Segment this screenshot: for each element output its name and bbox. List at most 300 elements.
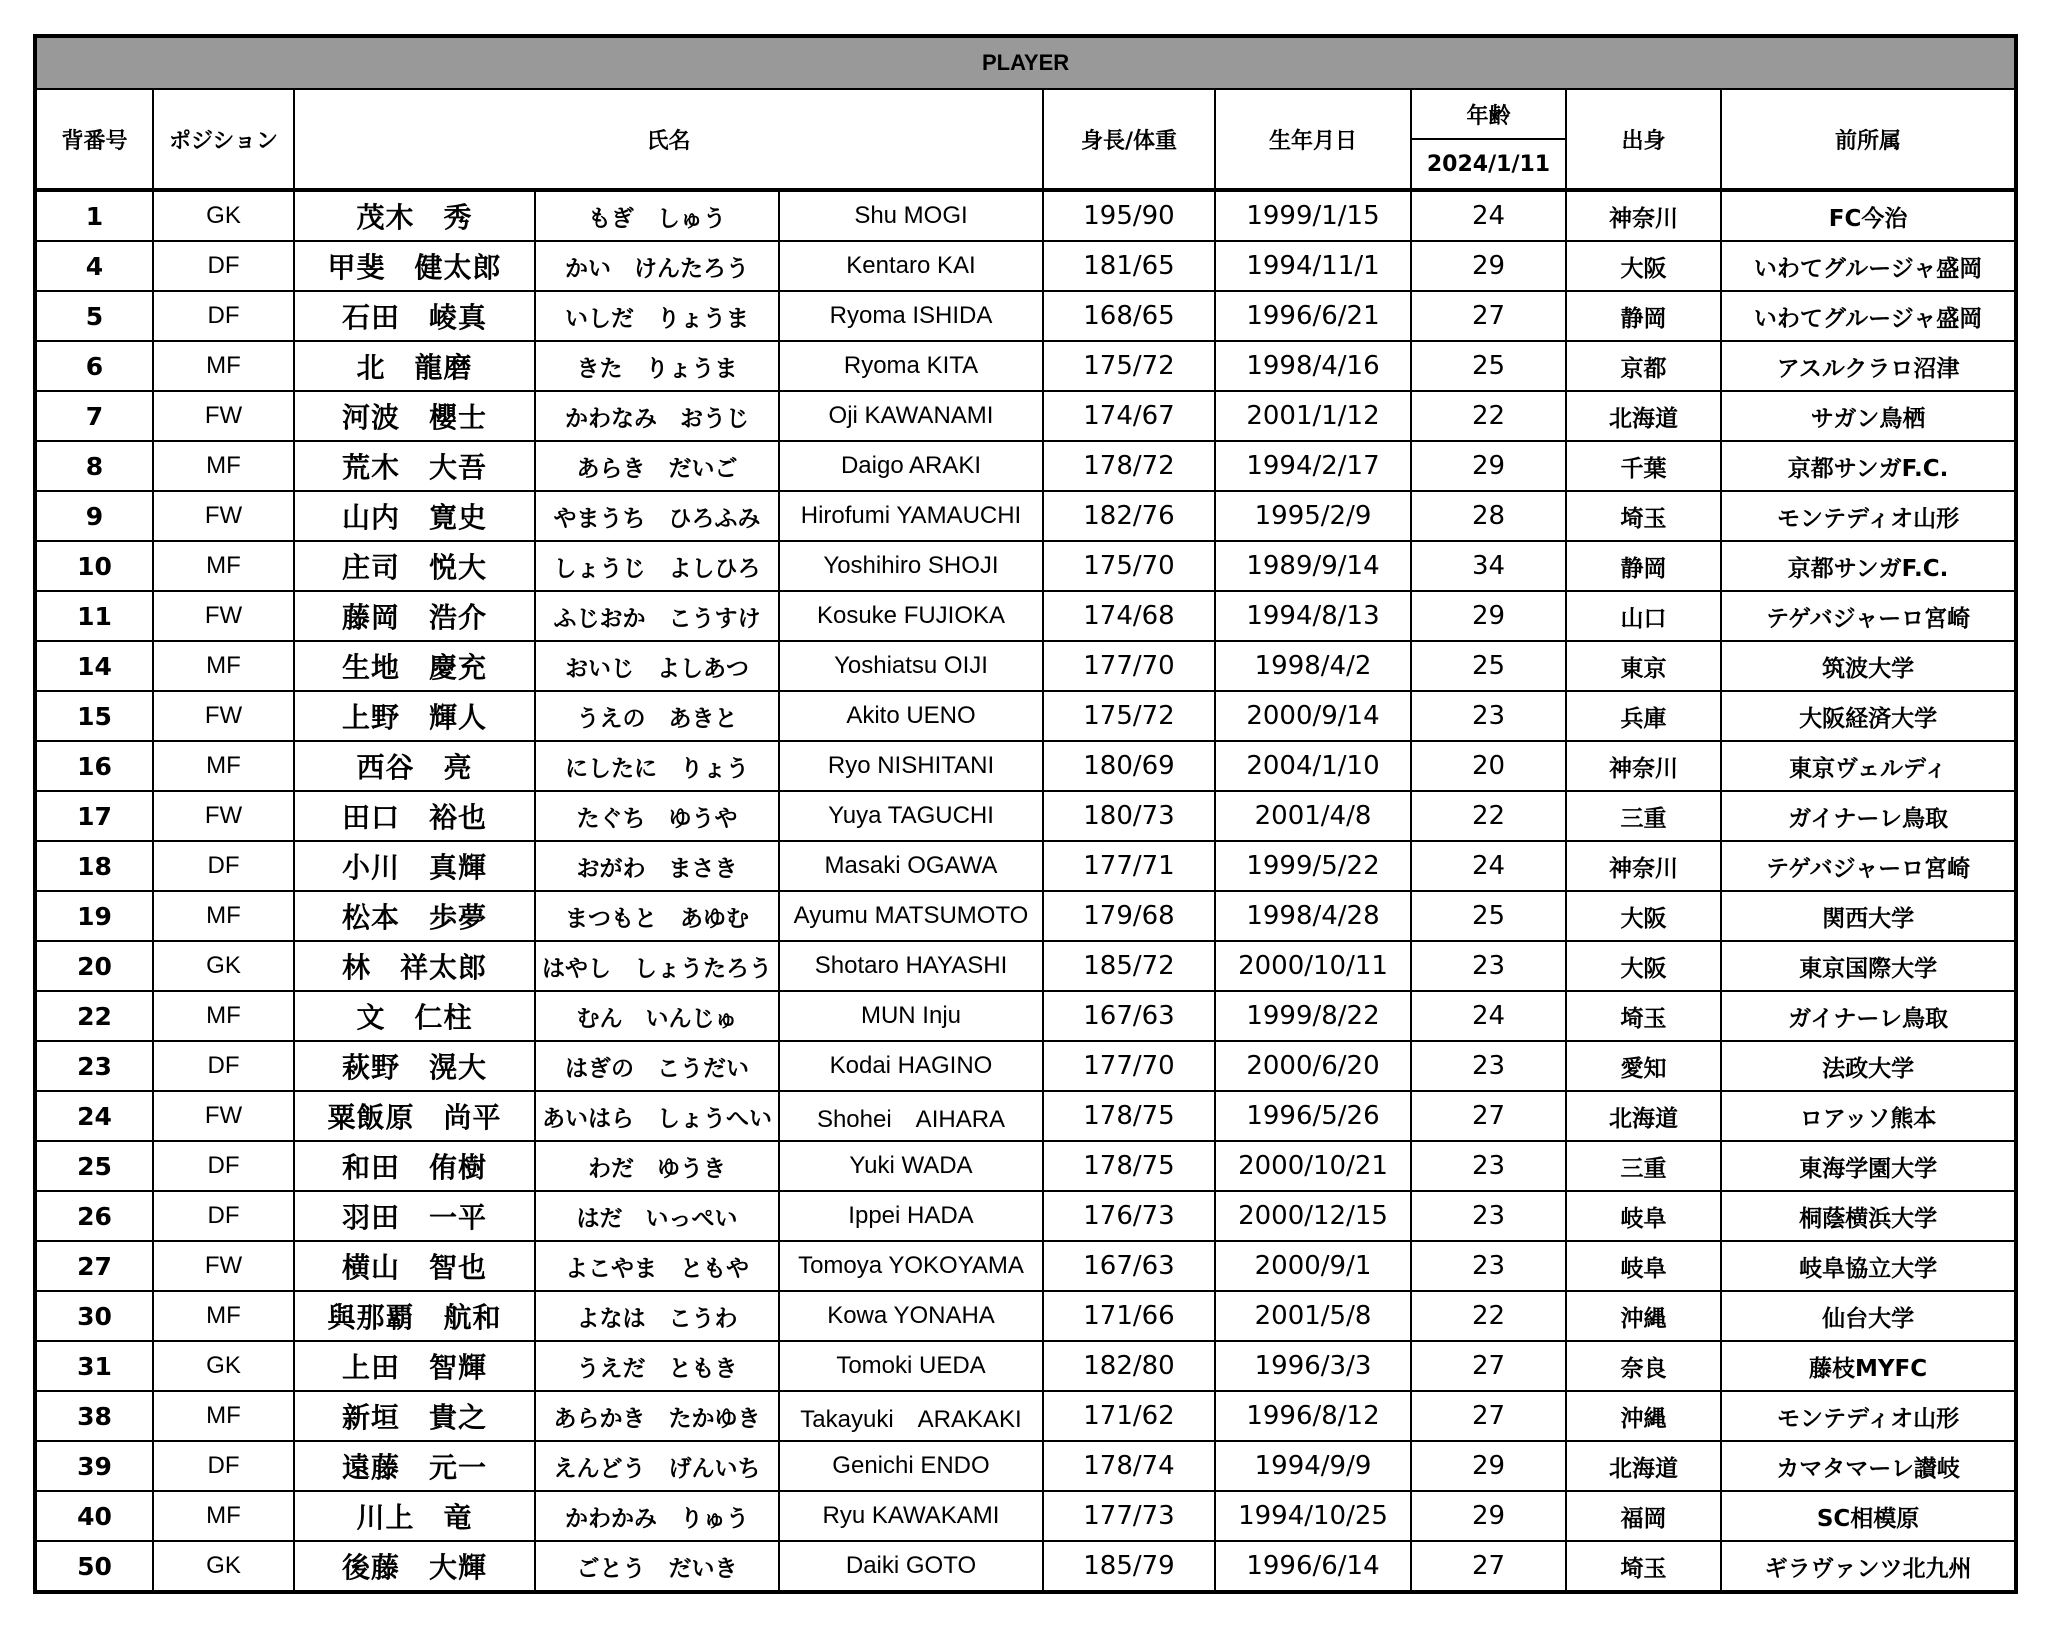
player-previous-club: ガイナーレ鳥取 [1721,991,2016,1041]
player-position: FW [153,1241,294,1291]
player-position: DF [153,1041,294,1091]
player-position: MF [153,541,294,591]
table-row [35,391,2016,441]
player-name-roman: MUN Inju [779,991,1043,1041]
player-position: MF [153,741,294,791]
player-age: 25 [1411,341,1566,391]
player-previous-club: ギラヴァンツ北九州 [1721,1541,2016,1592]
player-height-weight: 171/66 [1043,1291,1215,1341]
player-name-roman: Ippei HADA [779,1191,1043,1241]
player-age: 27 [1411,1391,1566,1441]
player-number: 7 [35,391,153,441]
table-title: PLAYER [35,36,2016,89]
player-birthdate: 2000/9/1 [1215,1241,1411,1291]
player-age: 23 [1411,1191,1566,1241]
player-birthdate: 1998/4/2 [1215,641,1411,691]
player-name-roman: Yoshihiro SHOJI [779,541,1043,591]
table-row [35,1391,2016,1441]
player-number: 19 [35,891,153,941]
player-position: GK [153,941,294,991]
player-number: 14 [35,641,153,691]
player-name-roman: Shohei AIHARA [779,1091,1043,1141]
table-row [35,841,2016,891]
player-position: MF [153,891,294,941]
player-name-kanji: 文 仁柱 [294,991,535,1041]
player-age: 27 [1411,1341,1566,1391]
player-number: 40 [35,1491,153,1541]
player-birthdate: 1994/2/17 [1215,441,1411,491]
player-hometown: 神奈川 [1566,190,1721,241]
player-height-weight: 167/63 [1043,991,1215,1041]
player-hometown: 三重 [1566,1141,1721,1191]
player-birthdate: 2000/6/20 [1215,1041,1411,1091]
player-previous-club: 東京ヴェルディ [1721,741,2016,791]
player-height-weight: 195/90 [1043,190,1215,241]
table-row [35,491,2016,541]
player-name-kanji: 生地 慶充 [294,641,535,691]
player-age: 29 [1411,591,1566,641]
player-number: 26 [35,1191,153,1241]
player-birthdate: 1994/11/1 [1215,241,1411,291]
player-name-kanji: 與那覇 航和 [294,1291,535,1341]
player-name-roman: Daigo ARAKI [779,441,1043,491]
player-hometown: 大阪 [1566,241,1721,291]
player-name-roman: Genichi ENDO [779,1441,1043,1491]
player-height-weight: 179/68 [1043,891,1215,941]
player-position: FW [153,791,294,841]
player-name-kana: あらかき たかゆき [535,1391,779,1441]
table-row [35,1091,2016,1141]
player-height-weight: 174/67 [1043,391,1215,441]
player-name-kana: はだ いっぺい [535,1191,779,1241]
table-row [35,1141,2016,1191]
player-previous-club: テゲバジャーロ宮崎 [1721,841,2016,891]
player-name-kana: あらき だいご [535,441,779,491]
player-position: FW [153,391,294,441]
player-previous-club: 藤枝MYFC [1721,1341,2016,1391]
player-age: 25 [1411,891,1566,941]
player-age: 24 [1411,190,1566,241]
player-name-kana: かわかみ りゅう [535,1491,779,1541]
player-position: MF [153,341,294,391]
player-height-weight: 176/73 [1043,1191,1215,1241]
table-row [35,1291,2016,1341]
table-row [35,1241,2016,1291]
player-age: 27 [1411,291,1566,341]
player-position: DF [153,291,294,341]
player-number: 1 [35,190,153,241]
player-hometown: 京都 [1566,341,1721,391]
player-hometown: 山口 [1566,591,1721,641]
player-birthdate: 1994/9/9 [1215,1441,1411,1491]
player-name-kana: にしたに りょう [535,741,779,791]
player-previous-club: 法政大学 [1721,1041,2016,1091]
player-position: FW [153,591,294,641]
player-hometown: 北海道 [1566,1441,1721,1491]
player-name-roman: Shotaro HAYASHI [779,941,1043,991]
player-height-weight: 177/70 [1043,641,1215,691]
player-name-roman: Kosuke FUJIOKA [779,591,1043,641]
table-row [35,291,2016,341]
player-age: 28 [1411,491,1566,541]
table-row [35,190,2016,241]
player-birthdate: 1999/1/15 [1215,190,1411,241]
player-name-kana: よこやま ともや [535,1241,779,1291]
player-previous-club: サガン鳥栖 [1721,391,2016,441]
table-row [35,541,2016,591]
player-birthdate: 1996/3/3 [1215,1341,1411,1391]
player-hometown: 大阪 [1566,891,1721,941]
player-name-roman: Ryo NISHITANI [779,741,1043,791]
player-position: MF [153,1491,294,1541]
player-height-weight: 178/75 [1043,1141,1215,1191]
player-birthdate: 2000/10/11 [1215,941,1411,991]
player-height-weight: 180/73 [1043,791,1215,841]
header-age: 年齢 [1411,89,1566,139]
player-birthdate: 2001/4/8 [1215,791,1411,841]
player-age: 27 [1411,1541,1566,1592]
player-hometown: 三重 [1566,791,1721,841]
player-name-roman: Ayumu MATSUMOTO [779,891,1043,941]
player-number: 4 [35,241,153,291]
player-name-kanji: 横山 智也 [294,1241,535,1291]
player-name-kanji: 上野 輝人 [294,691,535,741]
player-number: 16 [35,741,153,791]
player-name-kanji: 藤岡 浩介 [294,591,535,641]
player-hometown: 北海道 [1566,391,1721,441]
player-position: DF [153,1441,294,1491]
player-name-kana: えんどう げんいち [535,1441,779,1491]
player-roster-table [33,34,2018,1594]
player-name-kana: たぐち ゆうや [535,791,779,841]
player-name-kana: きた りょうま [535,341,779,391]
player-previous-club: 東海学園大学 [1721,1141,2016,1191]
player-previous-club: 東京国際大学 [1721,941,2016,991]
player-name-kanji: 林 祥太郎 [294,941,535,991]
header-name: 氏名 [294,89,1043,190]
player-number: 5 [35,291,153,341]
player-height-weight: 168/65 [1043,291,1215,341]
player-birthdate: 1994/10/25 [1215,1491,1411,1541]
player-birthdate: 1996/5/26 [1215,1091,1411,1141]
player-name-kana: うえの あきと [535,691,779,741]
table-row [35,891,2016,941]
player-name-roman: Yuki WADA [779,1141,1043,1191]
player-name-kanji: 山内 寛史 [294,491,535,541]
table-row [35,741,2016,791]
player-hometown: 神奈川 [1566,741,1721,791]
player-number: 17 [35,791,153,841]
player-hometown: 岐阜 [1566,1191,1721,1241]
player-hometown: 兵庫 [1566,691,1721,741]
table-row [35,641,2016,691]
player-hometown: 千葉 [1566,441,1721,491]
player-name-roman: Hirofumi YAMAUCHI [779,491,1043,541]
player-previous-club: FC今治 [1721,190,2016,241]
player-name-roman: Tomoki UEDA [779,1341,1043,1391]
player-age: 20 [1411,741,1566,791]
player-previous-club: SC相模原 [1721,1491,2016,1541]
player-number: 20 [35,941,153,991]
player-name-kana: わだ ゆうき [535,1141,779,1191]
player-height-weight: 178/75 [1043,1091,1215,1141]
player-name-kana: ふじおか こうすけ [535,591,779,641]
table-row [35,1041,2016,1091]
player-age: 29 [1411,441,1566,491]
player-birthdate: 1996/6/14 [1215,1541,1411,1592]
player-height-weight: 167/63 [1043,1241,1215,1291]
player-age: 27 [1411,1091,1566,1141]
player-name-kanji: 庄司 悦大 [294,541,535,591]
player-hometown: 静岡 [1566,291,1721,341]
table-row [35,341,2016,391]
player-age: 22 [1411,791,1566,841]
player-previous-club: 京都サンガF.C. [1721,541,2016,591]
player-position: MF [153,1291,294,1341]
player-height-weight: 185/72 [1043,941,1215,991]
player-birthdate: 1999/8/22 [1215,991,1411,1041]
player-previous-club: 仙台大学 [1721,1291,2016,1341]
player-birthdate: 2004/1/10 [1215,741,1411,791]
player-previous-club: モンテディオ山形 [1721,491,2016,541]
table-row [35,591,2016,641]
player-name-kana: むん いんじゅ [535,991,779,1041]
player-name-kanji: 甲斐 健太郎 [294,241,535,291]
player-name-roman: Ryu KAWAKAMI [779,1491,1043,1541]
player-birthdate: 1996/8/12 [1215,1391,1411,1441]
player-number: 22 [35,991,153,1041]
player-height-weight: 180/69 [1043,741,1215,791]
player-name-roman: Takayuki ARAKAKI [779,1391,1043,1441]
player-name-kana: もぎ しゅう [535,190,779,241]
player-hometown: 岐阜 [1566,1241,1721,1291]
player-number: 24 [35,1091,153,1141]
table-row [35,1191,2016,1241]
player-previous-club: 岐阜協立大学 [1721,1241,2016,1291]
player-age: 29 [1411,1441,1566,1491]
player-height-weight: 178/72 [1043,441,1215,491]
table-row [35,441,2016,491]
player-name-roman: Akito UENO [779,691,1043,741]
table-row [35,1341,2016,1391]
player-age: 34 [1411,541,1566,591]
player-height-weight: 182/80 [1043,1341,1215,1391]
player-hometown: 埼玉 [1566,1541,1721,1592]
player-name-kanji: 粟飯原 尚平 [294,1091,535,1141]
player-name-roman: Yuya TAGUCHI [779,791,1043,841]
player-height-weight: 181/65 [1043,241,1215,291]
player-number: 18 [35,841,153,891]
player-hometown: 北海道 [1566,1091,1721,1141]
player-height-weight: 175/72 [1043,341,1215,391]
player-birthdate: 1995/2/9 [1215,491,1411,541]
player-name-roman: Yoshiatsu OIJI [779,641,1043,691]
player-name-roman: Daiki GOTO [779,1541,1043,1592]
player-name-kana: やまうち ひろふみ [535,491,779,541]
player-birthdate: 1989/9/14 [1215,541,1411,591]
player-age: 23 [1411,941,1566,991]
table-row [35,791,2016,841]
player-position: FW [153,1091,294,1141]
player-name-kana: ごとう だいき [535,1541,779,1592]
player-position: DF [153,241,294,291]
player-previous-club: テゲバジャーロ宮崎 [1721,591,2016,641]
player-position: GK [153,1341,294,1391]
player-birthdate: 1998/4/28 [1215,891,1411,941]
player-hometown: 沖縄 [1566,1291,1721,1341]
player-previous-club: いわてグルージャ盛岡 [1721,241,2016,291]
player-birthdate: 2000/9/14 [1215,691,1411,741]
player-position: GK [153,190,294,241]
player-name-kana: はやし しょうたろう [535,941,779,991]
player-birthdate: 1998/4/16 [1215,341,1411,391]
header-number: 背番号 [35,89,153,190]
player-previous-club: 京都サンガF.C. [1721,441,2016,491]
player-height-weight: 177/71 [1043,841,1215,891]
player-number: 39 [35,1441,153,1491]
player-name-kana: おがわ まさき [535,841,779,891]
table-row [35,1491,2016,1541]
player-number: 15 [35,691,153,741]
player-birthdate: 1994/8/13 [1215,591,1411,641]
header-birthdate: 生年月日 [1215,89,1411,190]
player-position: GK [153,1541,294,1592]
player-age: 25 [1411,641,1566,691]
player-birthdate: 2000/10/21 [1215,1141,1411,1191]
player-age: 24 [1411,991,1566,1041]
player-position: FW [153,691,294,741]
player-height-weight: 175/72 [1043,691,1215,741]
player-number: 38 [35,1391,153,1441]
player-number: 23 [35,1041,153,1091]
player-name-roman: Tomoya YOKOYAMA [779,1241,1043,1291]
player-number: 31 [35,1341,153,1391]
player-height-weight: 174/68 [1043,591,1215,641]
player-hometown: 福岡 [1566,1491,1721,1541]
player-name-roman: Kodai HAGINO [779,1041,1043,1091]
player-previous-club: いわてグルージャ盛岡 [1721,291,2016,341]
player-age: 29 [1411,241,1566,291]
player-name-kana: いしだ りょうま [535,291,779,341]
player-number: 30 [35,1291,153,1341]
player-previous-club: 筑波大学 [1721,641,2016,691]
player-name-kanji: 後藤 大輝 [294,1541,535,1592]
player-position: MF [153,991,294,1041]
table-row [35,1541,2016,1592]
player-name-kana: はぎの こうだい [535,1041,779,1091]
player-hometown: 埼玉 [1566,991,1721,1041]
player-number: 9 [35,491,153,541]
player-height-weight: 177/73 [1043,1491,1215,1541]
player-name-kana: かわなみ おうじ [535,391,779,441]
table-row [35,941,2016,991]
player-number: 10 [35,541,153,591]
player-name-roman: Kowa YONAHA [779,1291,1043,1341]
player-name-kanji: 川上 竜 [294,1491,535,1541]
player-name-kana: かい けんたろう [535,241,779,291]
player-name-kanji: 小川 真輝 [294,841,535,891]
player-name-kanji: 西谷 亮 [294,741,535,791]
player-position: DF [153,841,294,891]
player-birthdate: 2001/1/12 [1215,391,1411,441]
player-height-weight: 182/76 [1043,491,1215,541]
header-height-weight: 身長/体重 [1043,89,1215,190]
table-row [35,241,2016,291]
player-name-roman: Kentaro KAI [779,241,1043,291]
player-age: 22 [1411,1291,1566,1341]
header-age-date: 2024/1/11 [1411,139,1566,190]
player-name-roman: Oji KAWANAMI [779,391,1043,441]
player-height-weight: 175/70 [1043,541,1215,591]
player-height-weight: 171/62 [1043,1391,1215,1441]
player-hometown: 東京 [1566,641,1721,691]
player-name-kanji: 北 龍磨 [294,341,535,391]
player-number: 8 [35,441,153,491]
player-number: 6 [35,341,153,391]
player-name-kana: よなは こうわ [535,1291,779,1341]
header-hometown: 出身 [1566,89,1721,190]
player-name-roman: Shu MOGI [779,190,1043,241]
player-height-weight: 177/70 [1043,1041,1215,1091]
player-position: MF [153,641,294,691]
player-name-kana: あいはら しょうへい [535,1091,779,1141]
player-age: 23 [1411,691,1566,741]
header-previous-club: 前所属 [1721,89,2016,190]
player-height-weight: 178/74 [1043,1441,1215,1491]
player-hometown: 埼玉 [1566,491,1721,541]
player-age: 23 [1411,1041,1566,1091]
player-previous-club: 大阪経済大学 [1721,691,2016,741]
player-name-kanji: 田口 裕也 [294,791,535,841]
player-position: MF [153,1391,294,1441]
player-position: DF [153,1141,294,1191]
header-position: ポジション [153,89,294,190]
player-age: 23 [1411,1241,1566,1291]
player-hometown: 神奈川 [1566,841,1721,891]
player-position: FW [153,491,294,541]
player-previous-club: 関西大学 [1721,891,2016,941]
player-age: 29 [1411,1491,1566,1541]
player-name-kanji: 松本 歩夢 [294,891,535,941]
player-birthdate: 2000/12/15 [1215,1191,1411,1241]
player-age: 24 [1411,841,1566,891]
player-hometown: 奈良 [1566,1341,1721,1391]
player-name-kanji: 上田 智輝 [294,1341,535,1391]
player-previous-club: ロアッソ熊本 [1721,1091,2016,1141]
table-row [35,991,2016,1041]
player-name-kanji: 萩野 滉大 [294,1041,535,1091]
player-previous-club: モンテディオ山形 [1721,1391,2016,1441]
player-height-weight: 185/79 [1043,1541,1215,1592]
player-name-kana: うえだ ともき [535,1341,779,1391]
player-name-kanji: 羽田 一平 [294,1191,535,1241]
player-number: 27 [35,1241,153,1291]
player-age: 23 [1411,1141,1566,1191]
player-name-kanji: 茂木 秀 [294,190,535,241]
player-number: 25 [35,1141,153,1191]
table-row [35,1441,2016,1491]
player-name-kanji: 新垣 貴之 [294,1391,535,1441]
player-previous-club: アスルクラロ沼津 [1721,341,2016,391]
player-hometown: 沖縄 [1566,1391,1721,1441]
player-number: 50 [35,1541,153,1592]
player-name-kana: まつもと あゆむ [535,891,779,941]
player-position: MF [153,441,294,491]
player-age: 22 [1411,391,1566,441]
player-name-kanji: 河波 櫻士 [294,391,535,441]
player-name-roman: Ryoma ISHIDA [779,291,1043,341]
player-position: DF [153,1191,294,1241]
